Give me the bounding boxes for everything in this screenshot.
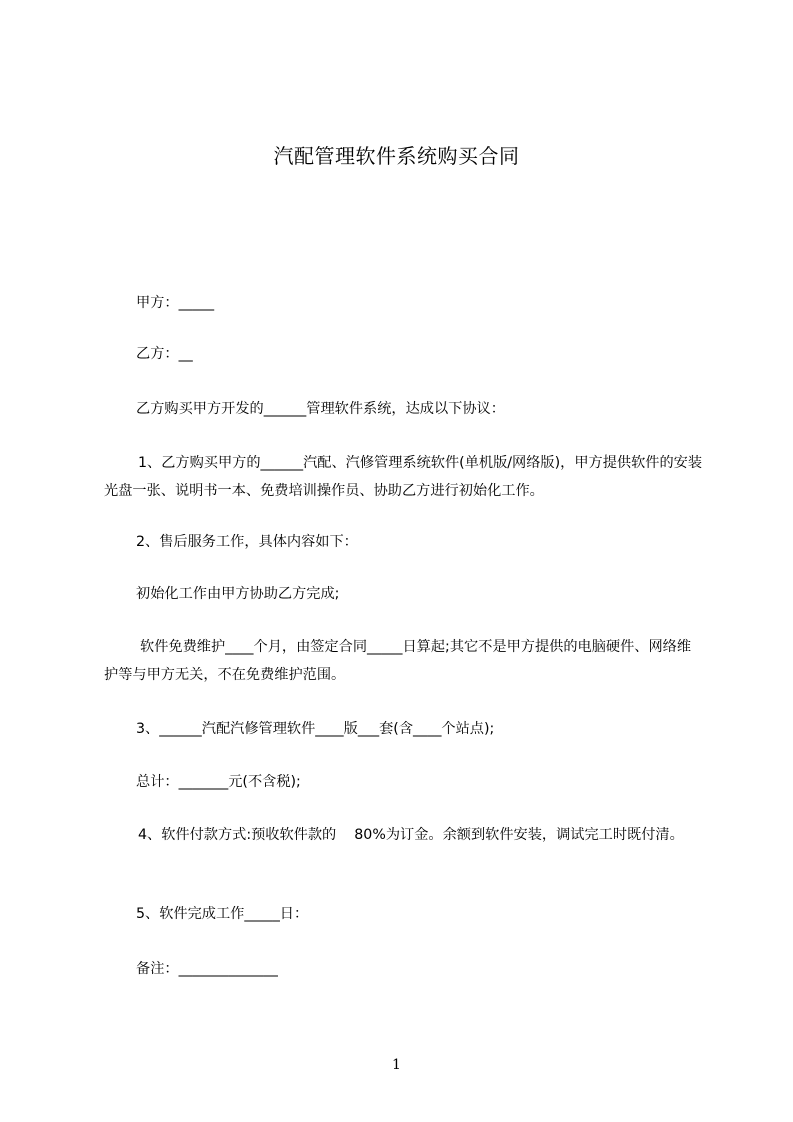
clause-5: 5、软件完成工作_____日： [136, 906, 309, 922]
clause-2-maintenance: 软件免费维护____个月，由签定合同_____日算起;其它不是甲方提供的电脑硬件、网络维护等与甲方无关，不在免费维护范围。 [104, 639, 692, 683]
clause-3: 3、______汽配汽修管理软件____版___套(含____个站点); [136, 721, 495, 737]
page-number: 1 [392, 1057, 401, 1073]
clause-2: 2、售后服务工作，具体内容如下： [136, 534, 358, 550]
document-title: 汽配管理软件系统购买合同 [273, 144, 520, 168]
party-b-line: 乙方：__ [136, 346, 193, 362]
agreement-intro: 乙方购买甲方开发的______管理软件系统，达成以下协议： [136, 401, 505, 417]
clause-2-initialization: 初始化工作由甲方协助乙方完成; [136, 586, 340, 602]
party-a-line: 甲方：_____ [136, 295, 215, 311]
clause-1: 1、乙方购买甲方的______汽配、汽修管理系统软件(单机版/网络版)，甲方提供软件的安装光盘一张、说明书一本、免费培训操作员、协助乙方进行初始化工作。 [104, 455, 703, 499]
clause-4: 4、软件付款方式:预收软件款的 80%为订金。余额到软件安装，调试完工时既付清。 [138, 827, 684, 843]
total-line: 总计：_______元(不含税); [136, 774, 301, 790]
remarks-line: 备注：______________ [136, 961, 278, 977]
